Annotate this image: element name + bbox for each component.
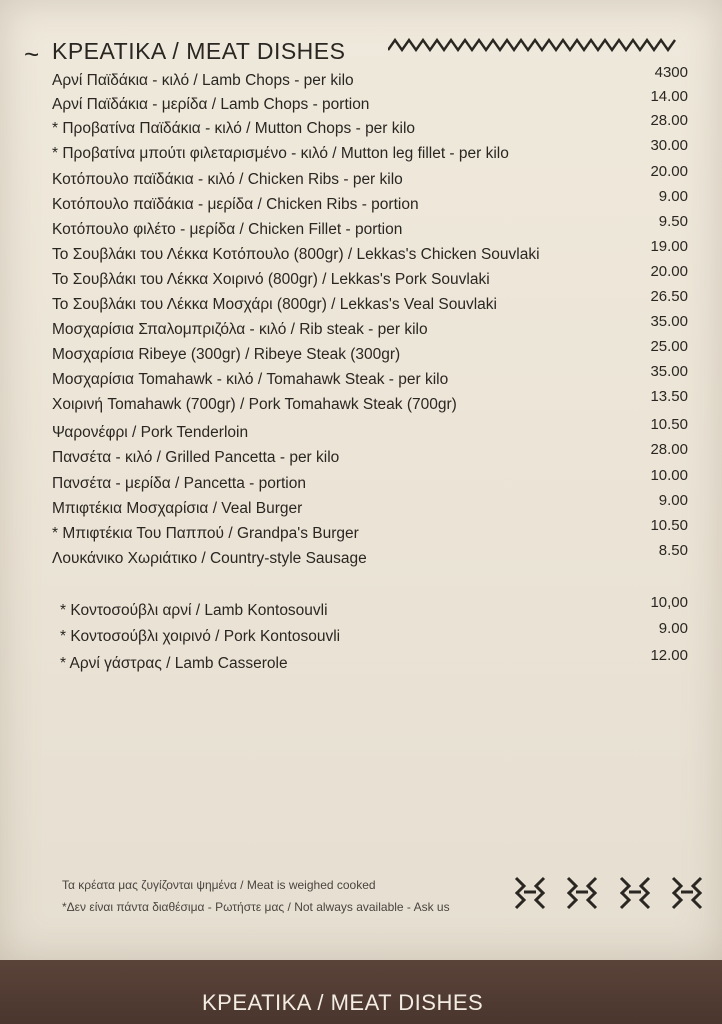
item-name: Κοτόπουλο παϊδάκια - κιλό / Chicken Ribs - per kilo	[52, 171, 403, 188]
item-price: 10.00	[650, 467, 688, 484]
item-price: 20.00	[650, 163, 688, 180]
item-price: 13.50	[650, 388, 688, 405]
item-name: Μοσχαρίσια Σπαλομπριζόλα - κιλό / Rib steak - per kilo	[52, 321, 428, 338]
menu-item	[0, 542, 722, 574]
item-price: 28.00	[650, 441, 688, 458]
item-name: Το Σουβλάκι του Λέκκα Κοτόπουλο (800gr) / Lekkas's Chicken Souvlaki	[52, 246, 540, 263]
menu-item	[0, 188, 722, 220]
menu-item	[0, 338, 722, 370]
menu-item	[0, 88, 722, 120]
item-price: 25.00	[650, 338, 688, 355]
item-name: Ψαρονέφρι / Pork Tenderloin	[52, 424, 249, 441]
title-greek: ΚΡΕΑΤΙΚΑ	[52, 38, 166, 64]
item-name: * Αρνί γάστρας / Lamb Casserole	[60, 655, 288, 672]
item-name: Πανσέτα - μερίδα / Pancetta - portion	[52, 475, 306, 492]
menu-item	[0, 441, 722, 473]
item-price: 9.50	[658, 213, 688, 230]
note-weighed-cooked: Τα κρέατα μας ζυγίζονται ψημένα / Meat is weighed cooked	[62, 878, 376, 892]
item-name: Κοτόπουλο φιλέτο - μερίδα / Chicken Fillet - portion	[52, 221, 403, 238]
item-price: 14.00	[650, 88, 688, 105]
item-price: 9.00	[658, 492, 688, 509]
item-name: Αρνί Παϊδάκια - κιλό / Lamb Chops - per kilo	[52, 72, 354, 89]
item-name: Λουκάνικο Χωριάτικο / Country-style Sausage	[52, 550, 367, 567]
item-name: Το Σουβλάκι του Λέκκα Χοιρινό (800gr) / Lekkas's Pork Souvlaki	[52, 271, 490, 288]
menu-item	[0, 492, 722, 524]
menu-item	[0, 288, 722, 320]
item-price: 10.50	[650, 416, 688, 433]
item-price: 19.00	[650, 238, 688, 255]
title-english: MEAT DISHES	[186, 38, 346, 64]
note-availability: *Δεν είναι πάντα διαθέσιμα - Ρωτήστε μας / Not always available - Ask us	[62, 900, 450, 914]
menu-item	[0, 137, 722, 169]
footer-notes	[62, 874, 450, 918]
bottom-band	[0, 960, 722, 1024]
menu-item	[0, 620, 722, 652]
item-name: * Κοντοσούβλι αρνί / Lamb Kontosouvli	[60, 602, 328, 619]
menu-item	[0, 313, 722, 345]
item-name: Μοσχαρίσια Tomahawk - κιλό / Tomahawk Steak - per kilo	[52, 371, 449, 388]
menu-item	[0, 363, 722, 395]
item-name: Το Σουβλάκι του Λέκκα Μοσχάρι (800gr) / Lekkas's Veal Souvlaki	[52, 296, 497, 313]
bottom-band-title: ΚΡΕΑΤΙΚΑ / MEAT DISHES	[202, 990, 484, 1015]
menu-item	[0, 163, 722, 195]
cross-ornament-icon	[562, 872, 602, 912]
item-price: 12.00	[650, 647, 688, 664]
item-name: * Κοντοσούβλι χοιρινό / Pork Kontosouvli	[60, 628, 341, 645]
item-price: 35.00	[650, 313, 688, 330]
item-price: 20.00	[650, 263, 688, 280]
menu-item	[0, 647, 722, 679]
cross-ornament-icon	[667, 872, 707, 912]
item-price: 9.00	[658, 620, 688, 637]
menu-item	[0, 416, 722, 448]
item-name: Πανσέτα - κιλό / Grilled Pancetta - per kilo	[52, 449, 340, 466]
item-price: 4300	[654, 64, 688, 81]
menu-item	[0, 594, 722, 626]
item-name: Αρνί Παϊδάκια - μερίδα / Lamb Chops - portion	[52, 96, 370, 113]
item-price: 8.50	[658, 542, 688, 559]
item-price: 26.50	[650, 288, 688, 305]
item-name: Χοιρινή Tomahawk (700gr) / Pork Tomahawk Steak (700gr)	[52, 396, 457, 413]
item-price: 10,00	[650, 594, 688, 611]
item-price: 28.00	[650, 112, 688, 129]
item-name: Μπιφτέκια Μοσχαρίσια / Veal Burger	[52, 500, 303, 517]
menu-item	[0, 238, 722, 270]
item-name: * Μπιφτέκια Του Παππού / Grandpa's Burger	[52, 525, 359, 542]
menu-item	[0, 213, 722, 245]
menu-item	[0, 263, 722, 295]
header-tilde: ~	[24, 39, 40, 69]
item-price: 30.00	[650, 137, 688, 154]
item-name: * Προβατίνα μπούτι φιλεταρισμένο - κιλό / Mutton leg fillet - per kilo	[52, 145, 509, 162]
cross-ornament-icon	[510, 872, 550, 912]
menu-item	[0, 388, 722, 420]
menu-item	[0, 112, 722, 144]
item-name: Κοτόπουλο παϊδάκια - μερίδα / Chicken Ribs - portion	[52, 196, 419, 213]
menu-item	[0, 467, 722, 499]
item-price: 9.00	[658, 188, 688, 205]
item-name: * Προβατίνα Παϊδάκια - κιλό / Mutton Chops - per kilo	[52, 120, 416, 137]
menu-item	[0, 64, 722, 96]
cross-ornament-icon	[615, 872, 655, 912]
item-name: Μοσχαρίσια Ribeye (300gr) / Ribeye Steak (300gr)	[52, 346, 401, 363]
title-separator: /	[165, 38, 187, 64]
item-price: 10.50	[650, 517, 688, 534]
menu-item	[0, 517, 722, 549]
item-price: 35.00	[650, 363, 688, 380]
ornament-row	[510, 872, 707, 917]
